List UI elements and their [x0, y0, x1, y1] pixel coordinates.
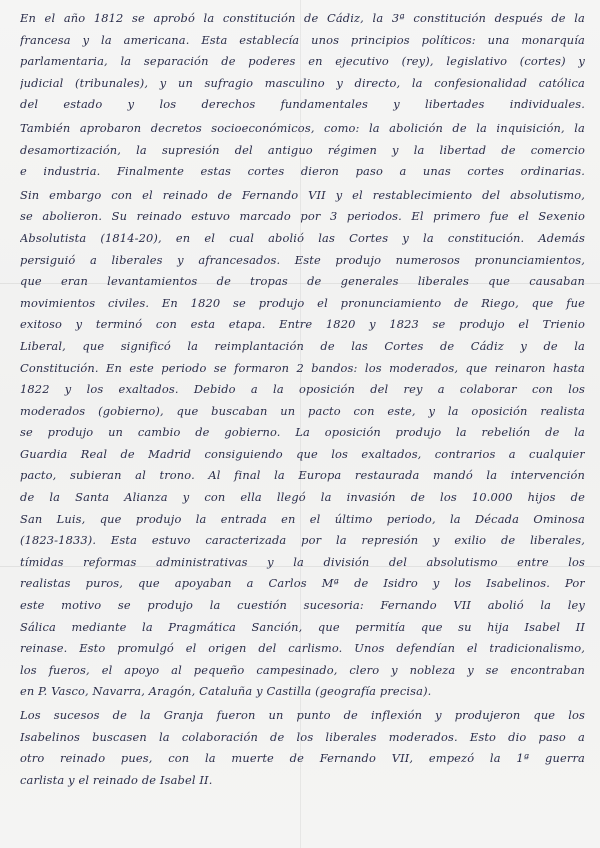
text-line: Liberal, que significó la reimplantación de las Cortes de Cádiz y de la	[20, 338, 585, 353]
text-line: Absolutista (1814-20), en el cual abolió las Cortes y la constitución. Además	[20, 230, 585, 245]
text-line: otro reinado pues, con la muerte de Fernando VII, empezó la 1ª guerra	[20, 751, 585, 766]
text-line: judicial (tribunales), y un sufragio masculino y directo, la confesionalidad católica	[20, 75, 585, 90]
text-line: francesa y la americana. Esta establecía unos principios políticos: una monarquía	[20, 32, 585, 47]
text-line: reinase. Esto promulgó el origen del carlismo. Unos defendían el tradicionalismo,	[20, 641, 585, 656]
text-line: moderados (gobierno), que buscaban un pacto con este, y la oposición realista	[20, 403, 585, 418]
text-line: Los sucesos de la Granja fueron un punto de inflexión y produjeron que los	[20, 708, 585, 722]
text-line: parlamentaria, la separación de poderes en ejecutivo (rey), legislativo (cortes) y	[20, 54, 585, 69]
text-line: pacto, subieran al trono. Al final la Europa restaurada mandó la intervención	[20, 468, 585, 483]
handwritten-text-body	[20, 8, 585, 791]
text-line: desamortización, la supresión del antiguo régimen y la libertad de comercio	[20, 142, 585, 157]
text-line: e industria. Finalmente estas cortes dieron paso a unas cortes ordinarias.	[20, 164, 585, 179]
text-line: Constitución. En este periodo se formaron 2 bandos: los moderados, que reinaron hasta	[20, 360, 585, 375]
text-line: que eran levantamientos de tropas de generales liberales que causaban	[20, 274, 585, 289]
text-line: realistas puros, que apoyaban a Carlos Mª de Isidro y los Isabelinos. Por	[20, 576, 585, 591]
text-line: Sin embargo con el reinado de Fernando VII y el restablecimiento del absolutismo,	[20, 187, 585, 202]
text-line: exitoso y terminó con esta etapa. Entre 1820 y 1823 se produjo el Trienio	[20, 317, 585, 332]
text-line: San Luis, que produjo la entrada en el último periodo, la Década Ominosa	[20, 511, 585, 526]
text-line: se produjo un cambio de gobierno. La oposición produjo la rebelión de la	[20, 425, 585, 440]
text-line: del estado y los derechos fundamentales y libertades individuales.	[20, 97, 585, 112]
text-line: Guardia Real de Madrid consiguiendo que los exaltados, contrarios a cualquier	[20, 446, 585, 461]
text-line: tímidas reformas administrativas y la división del absolutismo entre los	[20, 554, 585, 569]
text-line: Isabelinos buscasen la colaboración de los liberales moderados. Esto dio paso a	[20, 729, 585, 744]
text-line: persiguió a liberales y afrancesados. Este produjo numerosos pronunciamientos,	[20, 252, 585, 267]
text-line: (1823-1833). Esta estuvo caracterizada por la represión y exilio de liberales,	[20, 533, 585, 548]
text-line: Sálica mediante la Pragmática Sanción, que permitía que su hija Isabel II	[20, 619, 585, 634]
text-line: de la Santa Alianza y con ella llegó la invasión de los 10.000 hijos de	[20, 490, 585, 505]
text-line: en P. Vasco, Navarra, Aragón, Cataluña y Castilla (geografía precisa).	[20, 684, 432, 699]
text-line: movimientos civiles. En 1820 se produjo el pronunciamiento de Riego, que fue	[20, 295, 585, 310]
text-line: En el año 1812 se aprobó la constitución de Cádiz, la 3ª constitución después de la	[20, 11, 585, 25]
text-line: carlista y el reinado de Isabel II.	[20, 772, 213, 787]
text-line: También aprobaron decretos socioeconómicos, como: la abolición de la inquisición, la	[20, 120, 585, 135]
text-line: 1822 y los exaltados. Debido a la oposición del rey a colaborar con los	[20, 382, 585, 397]
text-line: este motivo se produjo la cuestión sucesoria: Fernando VII abolió la ley	[20, 598, 585, 613]
text-line: los fueros, el apoyo al pequeño campesinado, clero y nobleza y se encontraban	[20, 662, 585, 677]
text-line: se abolieron. Su reinado estuvo marcado por 3 periodos. El primero fue el Sexenio	[20, 209, 585, 224]
